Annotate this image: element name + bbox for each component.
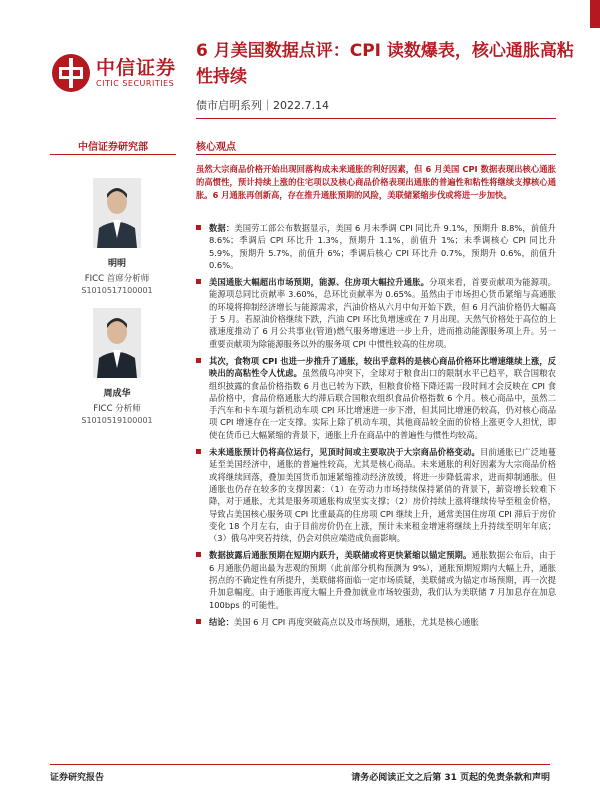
item-text: 目前通胀已广泛地蔓延至美国经济中，通胀的普遍性较高，尤其是核心商品。未来通胀的利好因素为大宗商品价格或将继续回落，叠加美国货币加速紧缩推动经济放缓，将进一步降低需求，进而抑制通胀。但通胀也仍存在较多的支撑因素：（1）在劳动力市场持续保持紧俏的背景下，薪资增长较难下降，对于通胀，尤其是服务项通胀构成坚实支撑；（2）房价持续上涨将继续传导至租金价格，导致占美国核心服务项 CPI 比重最高的住房项 CPI 继续上升，通常美国住房项 CPI 滞后于房价变化 18 个月左右，由于目前房价仍在上涨，预计未来租金增速将继续上升持续至明年年底；（3）俄乌冲突若持续，仍会对供应端造成负面影响。	[209, 447, 556, 544]
analyst-role: FICC 分析师	[93, 404, 141, 414]
analyst-photo	[93, 308, 141, 378]
item-lead: 数据披露后通胀预期在短期内跃升，美联储或将更快紧缩以锚定预期。	[209, 550, 472, 561]
bullet-square-icon	[196, 225, 201, 230]
analyst-id: S1010519100001	[81, 416, 153, 425]
logo-chinese-name: 中信证券	[96, 57, 177, 79]
analyst-role: FICC 首席分析师	[84, 274, 150, 284]
bullet-square-icon	[196, 619, 201, 624]
header-divider	[196, 118, 556, 119]
item-lead: 未来通胀预计仍将高位运行，见顶时间或主要取决于大宗商品价格变动。	[209, 447, 480, 458]
item-lead: 结论：	[209, 616, 234, 627]
item-lead: 数据：	[209, 223, 235, 233]
sidebar-divider	[50, 154, 176, 155]
top-accent-bar	[590, 0, 600, 28]
institute-label: 中信证券研究部	[78, 142, 148, 153]
bullet-square-icon	[196, 449, 201, 454]
item-text: 通胀数据公布后，由于 6 月通胀仍超出最为悲观的预期（此前部分机构预测为 9%），通胀预期短期内大幅上升，通胀拐点的不确定性有所提升，美联储将面临一定市场质疑，美联储或为锚定市场预期，再一次提升加息幅度。由于通胀再度大幅上升叠加就业市场较强劲，我们认为美联储 7 月加息存在加息 100bps 的可能性。	[209, 550, 556, 610]
item-text: 美国劳工部公布数据显示，美国 6 月未季调 CPI 同比升 9.1%，预期升 8.8%，前值升 8.6%；季调后 CPI 环比升 1.3%，预期升 1.1%，前值升 1%；未季调核心 CPI 同比升 5.9%，预期升 5.7%，前值升 6%；季调后核心 CPI 环比升 0.7%，预期升 0.6%，前值升 0.6%。	[209, 223, 556, 270]
item-text: 虽然俄乌冲突下，全球对于粮食出口的限制水平已趋平，联合国粮农组织披露的食品价格指数 6 月也已转为下跌，但粮食价格下降还需一段时间才会反映在 CPI 食品价格中，食品价格通胀大约滞后联合国粮农组织食品价格指数 6 个月。核心商品中，虽然二手汽车和卡车项与新机动车项 CPI 环比增速进一步下滑，但其同比增速仍较高，仍对核心商品项 CPI 增速存在一定支撑。实际上除了机动车项，其他商品较全面的价格上涨更令人担忧，即使在货币已大幅紧缩的背景下，通胀上升在商品中的普遍性与惯性均较高。	[209, 368, 556, 440]
logo-english-name: CITIC SECURITIES	[96, 79, 175, 88]
list-item	[196, 549, 556, 610]
report-subtitle: 债市启明系列｜2022.7.14	[196, 99, 329, 112]
item-lead: 美国通胀大幅超出市场预期，能源、住房项大幅拉升通胀。	[209, 277, 430, 288]
list-item	[196, 616, 556, 628]
analyst-name: 明明	[107, 259, 126, 269]
footer-disclaimer: 请务必阅读正文之后第 31 页起的免责条款和声明	[351, 773, 550, 783]
bullet-square-icon	[196, 279, 201, 284]
key-points-list	[196, 222, 556, 633]
analyst-id: S1010517100001	[81, 286, 153, 295]
analyst-card	[72, 178, 162, 295]
citic-logo-icon	[50, 52, 92, 94]
bullet-square-icon	[196, 358, 201, 363]
section-label: 核心观点	[196, 142, 236, 153]
list-item	[196, 276, 556, 350]
item-lead: 其次，食物项 CPI 也进一步推升了通胀，较出乎意料的是核心商品价格环比增速继续上涨，反映出的高粘性令人忧虑。	[209, 355, 556, 379]
summary-paragraph: 虽然大宗商品价格开始出现回落构成未来通胀的利好因素，但 6 月美国 CPI 数据表现出核心通胀的高惯性，预计持续上涨的住宅项以及核心商品价格表现出通胀的普遍性和粘性将继续支撑核心通胀。6 月通胀再创新高，存在推升通胀预期的风险，美联储紧缩步伐或将进一步加快。	[196, 164, 556, 201]
list-item	[196, 355, 556, 441]
citic-logo	[50, 52, 176, 94]
analyst-name: 周成华	[103, 389, 131, 399]
footer-report-type: 证券研究报告	[50, 773, 105, 783]
list-item	[196, 446, 556, 544]
analyst-card	[72, 308, 162, 425]
footer-divider	[50, 764, 550, 765]
list-item	[196, 222, 556, 271]
analyst-photo	[93, 178, 141, 248]
item-text: 分项来看，首要贡献项为能源项。能源项总同比贡献率 3.60%，总环比贡献率为 0.65%。虽然由于市场担心货币紧缩与高通胀的环境将抑制经济增长与能源需求，汽油价格从六月中旬开始下跌，但 6 月汽油价格仍大幅高于 5 月。若原油价格继续下跌，汽油 CPI 环比负增速或在 7 月出现。天然气价格处于高位的上涨速度推动了 6 月公共事业(管道)燃气服务增速进一步上升，进而推动能源服务项上升。另一重要贡献项为除能源服务以外的服务项 CPI 中惯性较高的住房项。	[209, 277, 556, 349]
bullet-square-icon	[196, 552, 201, 557]
section-divider	[196, 154, 556, 155]
report-title: 6 月美国数据点评：CPI 读数爆表，核心通胀高粘性持续	[196, 41, 574, 87]
item-text: 美国 6 月 CPI 再度突破高点以及市场预期，通胀，尤其是核心通胀	[233, 616, 479, 627]
